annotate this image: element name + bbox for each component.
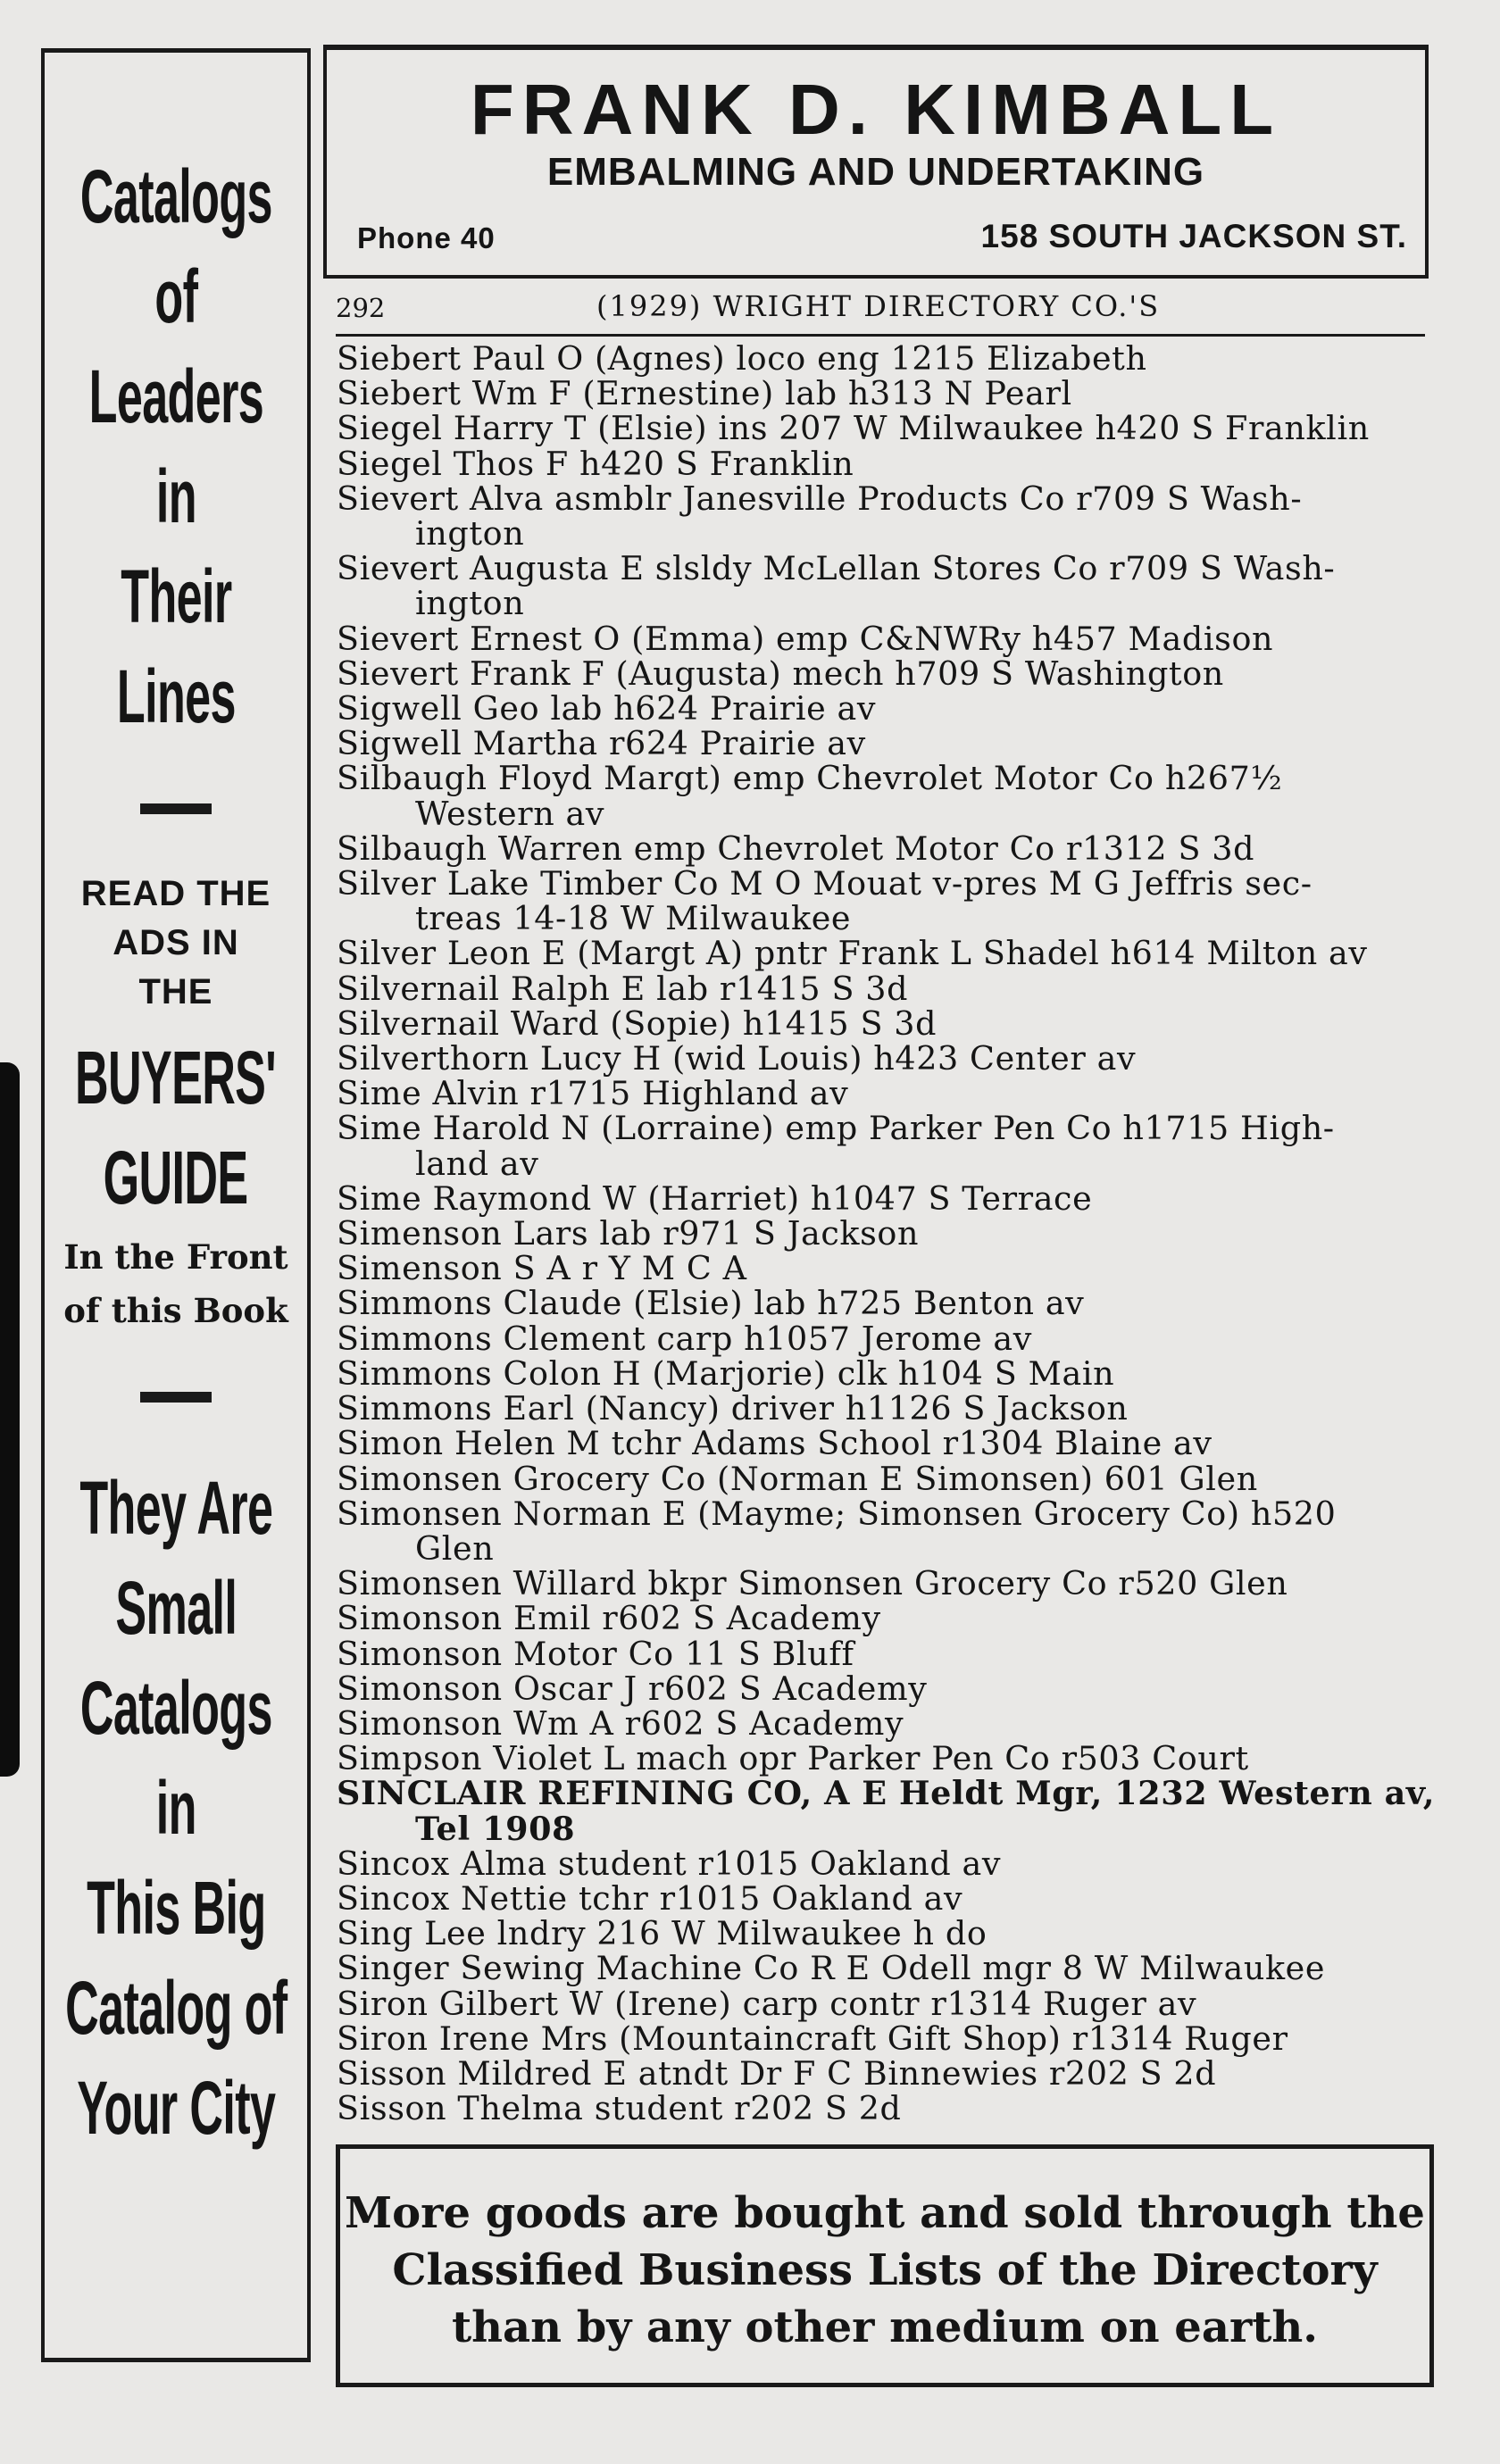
- listing-entry: Siegel Thos F h420 S Franklin: [337, 444, 854, 483]
- read-line: THE: [138, 972, 213, 1011]
- listing-entry: Sievert Augusta E slsldy McLellan Stores Co r709 S Wash-: [337, 549, 1336, 588]
- listing-entry: Simonson Wm A r602 S Academy: [337, 1703, 904, 1743]
- listing-entry: Sigwell Martha r624 Prairie av: [337, 724, 866, 763]
- listing-continuation: land av: [415, 1144, 539, 1183]
- slogan-line: Your City: [76, 2066, 276, 2150]
- sidebar-read-ads: [81, 870, 271, 1017]
- header-ad: [323, 45, 1429, 279]
- listing-entry: Simonson Oscar J r602 S Academy: [337, 1669, 928, 1708]
- listing-entry: Sincox Nettie tchr r1015 Oakland av: [337, 1878, 963, 1918]
- listing-entry: Simenson S A r Y M C A: [337, 1249, 747, 1288]
- listing-continuation: Tel 1908: [415, 1809, 576, 1848]
- listing-entry: Sievert Alva asmblr Janesville Products Co r709 S Wash-: [337, 479, 1303, 518]
- bottom-ad-line: More goods are bought and sold through the: [345, 2188, 1425, 2238]
- read-line: ADS IN: [112, 923, 239, 962]
- listing-entry: Simmons Colon H (Marjorie) clk h104 S Main: [337, 1353, 1115, 1393]
- slogan-line: Catalogs: [79, 1666, 272, 1750]
- slogan-line: in: [155, 454, 196, 538]
- directory-listings: [337, 339, 1436, 2128]
- listing-entry: Sime Harold N (Lorraine) emp Parker Pen Co h1715 High-: [337, 1109, 1335, 1148]
- front-line: of this Book: [63, 1291, 288, 1330]
- page-number: 292: [336, 293, 386, 323]
- listing-entry: Sime Alvin r1715 Highland av: [337, 1074, 849, 1113]
- listing-entry: Siebert Paul O (Agnes) loco eng 1215 Elizabeth: [337, 339, 1147, 378]
- sidebar-slogan-2: [0, 1458, 354, 2158]
- listing-continuation: Western av: [415, 794, 605, 833]
- front-line: In the Front: [63, 1237, 288, 1277]
- slogan-line: Small: [115, 1566, 237, 1650]
- listing-entry: Simenson Lars lab r971 S Jackson: [337, 1214, 920, 1253]
- listing-entry: Simonson Emil r602 S Academy: [337, 1599, 881, 1638]
- listing-entry: Simmons Claude (Elsie) lab h725 Benton av: [337, 1284, 1085, 1323]
- sidebar-front-note: [63, 1228, 288, 1335]
- business-name: FRANK D. KIMBALL: [470, 70, 1282, 149]
- slogan-line: Catalogs: [79, 154, 272, 238]
- listing-entry: Sisson Thelma student r202 S 2d: [337, 2089, 902, 2128]
- listing-entry: Siegel Harry T (Elsie) ins 207 W Milwaukee h420 S Franklin: [337, 409, 1370, 448]
- listing-entry: Simon Helen M tchr Adams School r1304 Blaine av: [337, 1424, 1212, 1463]
- listing-entry: Sievert Ernest O (Emma) emp C&NWRy h457 Madison: [337, 619, 1274, 658]
- listing-entry: Silverthorn Lucy H (wid Louis) h423 Center av: [337, 1039, 1137, 1078]
- bottom-ad-line: than by any other medium on earth.: [451, 2302, 1319, 2352]
- listing-entry: Silver Lake Timber Co M O Mouat v-pres M G Jeffris sec-: [337, 864, 1312, 903]
- slogan-line: Catalog of: [64, 1966, 288, 2050]
- sidebar-divider: [140, 1392, 212, 1403]
- listing-entry: Sincox Alma student r1015 Oakland av: [337, 1844, 1002, 1883]
- slogan-line: Their: [120, 554, 232, 638]
- buyers-line: BUYERS': [75, 1036, 277, 1120]
- listing-entry: Silbaugh Floyd Margt) emp Chevrolet Motor Co h267½: [337, 759, 1283, 798]
- listing-entry: Simpson Violet L mach opr Parker Pen Co r503 Court: [337, 1739, 1249, 1778]
- listing-entry: Silvernail Ward (Sopie) h1415 S 3d: [337, 1003, 938, 1043]
- listing-continuation: ington: [415, 584, 525, 623]
- listing-entry: SINCLAIR REFINING CO, A E Heldt Mgr, 1232 Western av,: [337, 1774, 1436, 1813]
- slogan-line: Lines: [116, 654, 236, 738]
- slogan-line: They Are: [79, 1466, 272, 1550]
- directory-title: (1929) WRIGHT DIRECTORY CO.'S: [596, 289, 1161, 323]
- listing-entry: Sime Raymond W (Harriet) h1047 S Terrace: [337, 1178, 1093, 1218]
- listing-entry: Simonsen Grocery Co (Norman E Simonsen) 601 Glen: [337, 1459, 1258, 1498]
- read-line: READ THE: [80, 874, 271, 913]
- listing-entry: Simonsen Willard bkpr Simonsen Grocery Co r520 Glen: [337, 1564, 1288, 1603]
- bottom-ad: [336, 2144, 1434, 2387]
- listing-entry: Sing Lee lndry 216 W Milwaukee h do: [337, 1914, 988, 1953]
- listing-continuation: treas 14-18 W Milwaukee: [415, 899, 852, 938]
- sidebar-divider: [140, 803, 212, 814]
- listing-entry: Siron Gilbert W (Irene) carp contr r1314 Ruger av: [337, 1984, 1197, 2023]
- slogan-line: Leaders: [88, 354, 263, 438]
- sidebar-ad: [41, 48, 311, 2362]
- business-subtitle: EMBALMING AND UNDERTAKING: [546, 150, 1205, 194]
- listing-entry: Simonson Motor Co 11 S Bluff: [337, 1634, 854, 1673]
- running-head: [336, 284, 1425, 337]
- listing-entry: Siron Irene Mrs (Mountaincraft Gift Shop) r1314 Ruger: [337, 2019, 1288, 2058]
- listing-entry: Singer Sewing Machine Co R E Odell mgr 8 W Milwaukee: [337, 1949, 1326, 1988]
- listing-entry: Sisson Mildred E atndt Dr F C Binnewies r202 S 2d: [337, 2053, 1217, 2093]
- listing-continuation: Glen: [415, 1528, 495, 1568]
- bottom-ad-line: Classified Business Lists of the Directory: [392, 2245, 1378, 2295]
- slogan-line: in: [155, 1766, 196, 1850]
- listing-entry: Sievert Frank F (Augusta) mech h709 S Washington: [337, 653, 1224, 693]
- listing-entry: Simmons Clement carp h1057 Jerome av: [337, 1319, 1032, 1358]
- business-address: 158 SOUTH JACKSON ST.: [980, 218, 1407, 254]
- slogan-line: of: [154, 254, 197, 338]
- sidebar-slogan-1: [21, 146, 331, 746]
- listing-entry: Silvernail Ralph E lab r1415 S 3d: [337, 969, 909, 1008]
- listing-entry: Silbaugh Warren emp Chevrolet Motor Co r1312 S 3d: [337, 828, 1255, 868]
- listing-entry: Silver Leon E (Margt A) pntr Frank L Shadel h614 Milton av: [337, 934, 1368, 973]
- sidebar-buyers-guide: [13, 1028, 338, 1228]
- listing-continuation: ington: [415, 514, 525, 554]
- business-phone: Phone 40: [357, 221, 496, 254]
- listing-entry: Simmons Earl (Nancy) driver h1126 S Jackson: [337, 1389, 1129, 1428]
- listing-entry: Simonsen Norman E (Mayme; Simonsen Grocery Co) h520: [337, 1494, 1337, 1533]
- listing-entry: Sigwell Geo lab h624 Prairie av: [337, 689, 877, 728]
- buyers-line: GUIDE: [104, 1136, 248, 1220]
- slogan-line: This Big: [86, 1866, 266, 1950]
- listing-entry: Siebert Wm F (Ernestine) lab h313 N Pearl: [337, 374, 1072, 413]
